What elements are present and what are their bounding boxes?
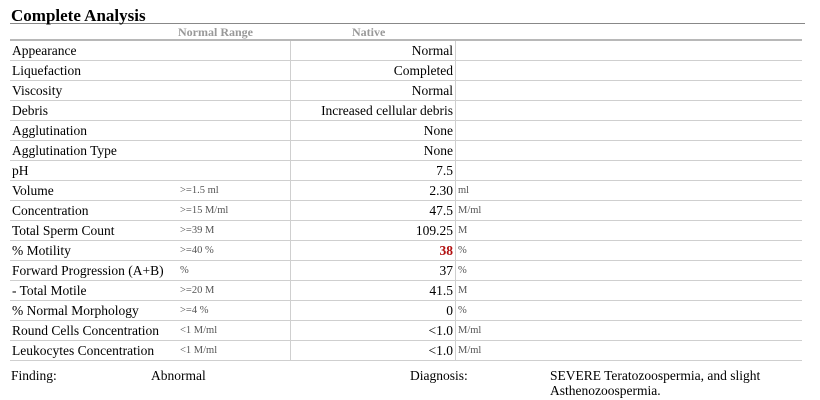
parameter-name: Concentration bbox=[10, 201, 178, 221]
unit-label: M bbox=[456, 221, 803, 241]
native-value: <1.0 bbox=[291, 341, 456, 361]
unit-label bbox=[456, 141, 803, 161]
native-value: 2.30 bbox=[291, 181, 456, 201]
native-value: 38 bbox=[291, 241, 456, 261]
parameter-name: Agglutination Type bbox=[10, 141, 178, 161]
parameter-name: Volume bbox=[10, 181, 178, 201]
normal-range-value bbox=[178, 40, 291, 61]
parameter-name: Leukocytes Concentration bbox=[10, 341, 178, 361]
diagnosis-label: Diagnosis: bbox=[410, 368, 468, 383]
native-value: 7.5 bbox=[291, 161, 456, 181]
normal-range-value bbox=[178, 161, 291, 181]
report-footer bbox=[10, 368, 810, 400]
parameter-name: pH bbox=[10, 161, 178, 181]
table-row bbox=[10, 81, 802, 101]
native-value: 109.25 bbox=[291, 221, 456, 241]
normal-range-value bbox=[178, 81, 291, 101]
parameter-name: Viscosity bbox=[10, 81, 178, 101]
complete-analysis-section bbox=[10, 6, 805, 361]
normal-range-value: <1 M/ml bbox=[178, 341, 291, 361]
native-value: Increased cellular debris bbox=[291, 101, 456, 121]
native-value: 0 bbox=[291, 301, 456, 321]
unit-label bbox=[456, 81, 803, 101]
unit-label bbox=[456, 161, 803, 181]
table-row bbox=[10, 161, 802, 181]
unit-label: M/ml bbox=[456, 321, 803, 341]
results-table bbox=[10, 39, 802, 361]
native-value: Completed bbox=[291, 61, 456, 81]
table-row bbox=[10, 321, 802, 341]
finding-value: Abnormal bbox=[151, 368, 206, 383]
native-value: Normal bbox=[291, 81, 456, 101]
parameter-name: Total Sperm Count bbox=[10, 221, 178, 241]
unit-label: M/ml bbox=[456, 201, 803, 221]
unit-label: % bbox=[456, 261, 803, 281]
table-row bbox=[10, 181, 802, 201]
normal-range-value: >=20 M bbox=[178, 281, 291, 301]
unit-label: M/ml bbox=[456, 341, 803, 361]
native-value: 37 bbox=[291, 261, 456, 281]
parameter-name: Debris bbox=[10, 101, 178, 121]
column-headers bbox=[10, 24, 805, 39]
unit-label: M bbox=[456, 281, 803, 301]
native-value: Normal bbox=[291, 40, 456, 61]
normal-range-value: <1 M/ml bbox=[178, 321, 291, 341]
native-value: 41.5 bbox=[291, 281, 456, 301]
parameter-name: - Total Motile bbox=[10, 281, 178, 301]
parameter-name: % Normal Morphology bbox=[10, 301, 178, 321]
unit-label bbox=[456, 121, 803, 141]
parameter-name: Liquefaction bbox=[10, 61, 178, 81]
table-row bbox=[10, 121, 802, 141]
normal-range-value: >=40 % bbox=[178, 241, 291, 261]
table-row bbox=[10, 40, 802, 61]
normal-range-value: >=1.5 ml bbox=[178, 181, 291, 201]
table-row bbox=[10, 61, 802, 81]
normal-range-value: >=4 % bbox=[178, 301, 291, 321]
section-title: Complete Analysis bbox=[11, 6, 146, 25]
parameter-name: Forward Progression (A+B) bbox=[10, 261, 178, 281]
unit-label: % bbox=[456, 241, 803, 261]
column-header-normal-range: Normal Range bbox=[178, 25, 253, 39]
unit-label: ml bbox=[456, 181, 803, 201]
table-row bbox=[10, 301, 802, 321]
normal-range-value: >=15 M/ml bbox=[178, 201, 291, 221]
table-row bbox=[10, 201, 802, 221]
normal-range-value: % bbox=[178, 261, 291, 281]
native-value: 47.5 bbox=[291, 201, 456, 221]
finding-label: Finding: bbox=[11, 368, 57, 383]
unit-label bbox=[456, 40, 803, 61]
normal-range-value bbox=[178, 61, 291, 81]
parameter-name: % Motility bbox=[10, 241, 178, 261]
native-value: None bbox=[291, 121, 456, 141]
table-row bbox=[10, 221, 802, 241]
normal-range-value bbox=[178, 121, 291, 141]
unit-label bbox=[456, 61, 803, 81]
table-row bbox=[10, 241, 802, 261]
parameter-name: Agglutination bbox=[10, 121, 178, 141]
unit-label: % bbox=[456, 301, 803, 321]
table-row bbox=[10, 281, 802, 301]
normal-range-value bbox=[178, 101, 291, 121]
native-value: None bbox=[291, 141, 456, 161]
table-row bbox=[10, 141, 802, 161]
table-row bbox=[10, 101, 802, 121]
normal-range-value: >=39 M bbox=[178, 221, 291, 241]
normal-range-value bbox=[178, 141, 291, 161]
column-header-native: Native bbox=[352, 25, 386, 39]
unit-label bbox=[456, 101, 803, 121]
diagnosis-value: SEVERE Teratozoospermia, and slight Asthenozoospermia. bbox=[550, 368, 761, 398]
native-value: <1.0 bbox=[291, 321, 456, 341]
table-row bbox=[10, 261, 802, 281]
table-row bbox=[10, 341, 802, 361]
parameter-name: Round Cells Concentration bbox=[10, 321, 178, 341]
parameter-name: Appearance bbox=[10, 40, 178, 61]
